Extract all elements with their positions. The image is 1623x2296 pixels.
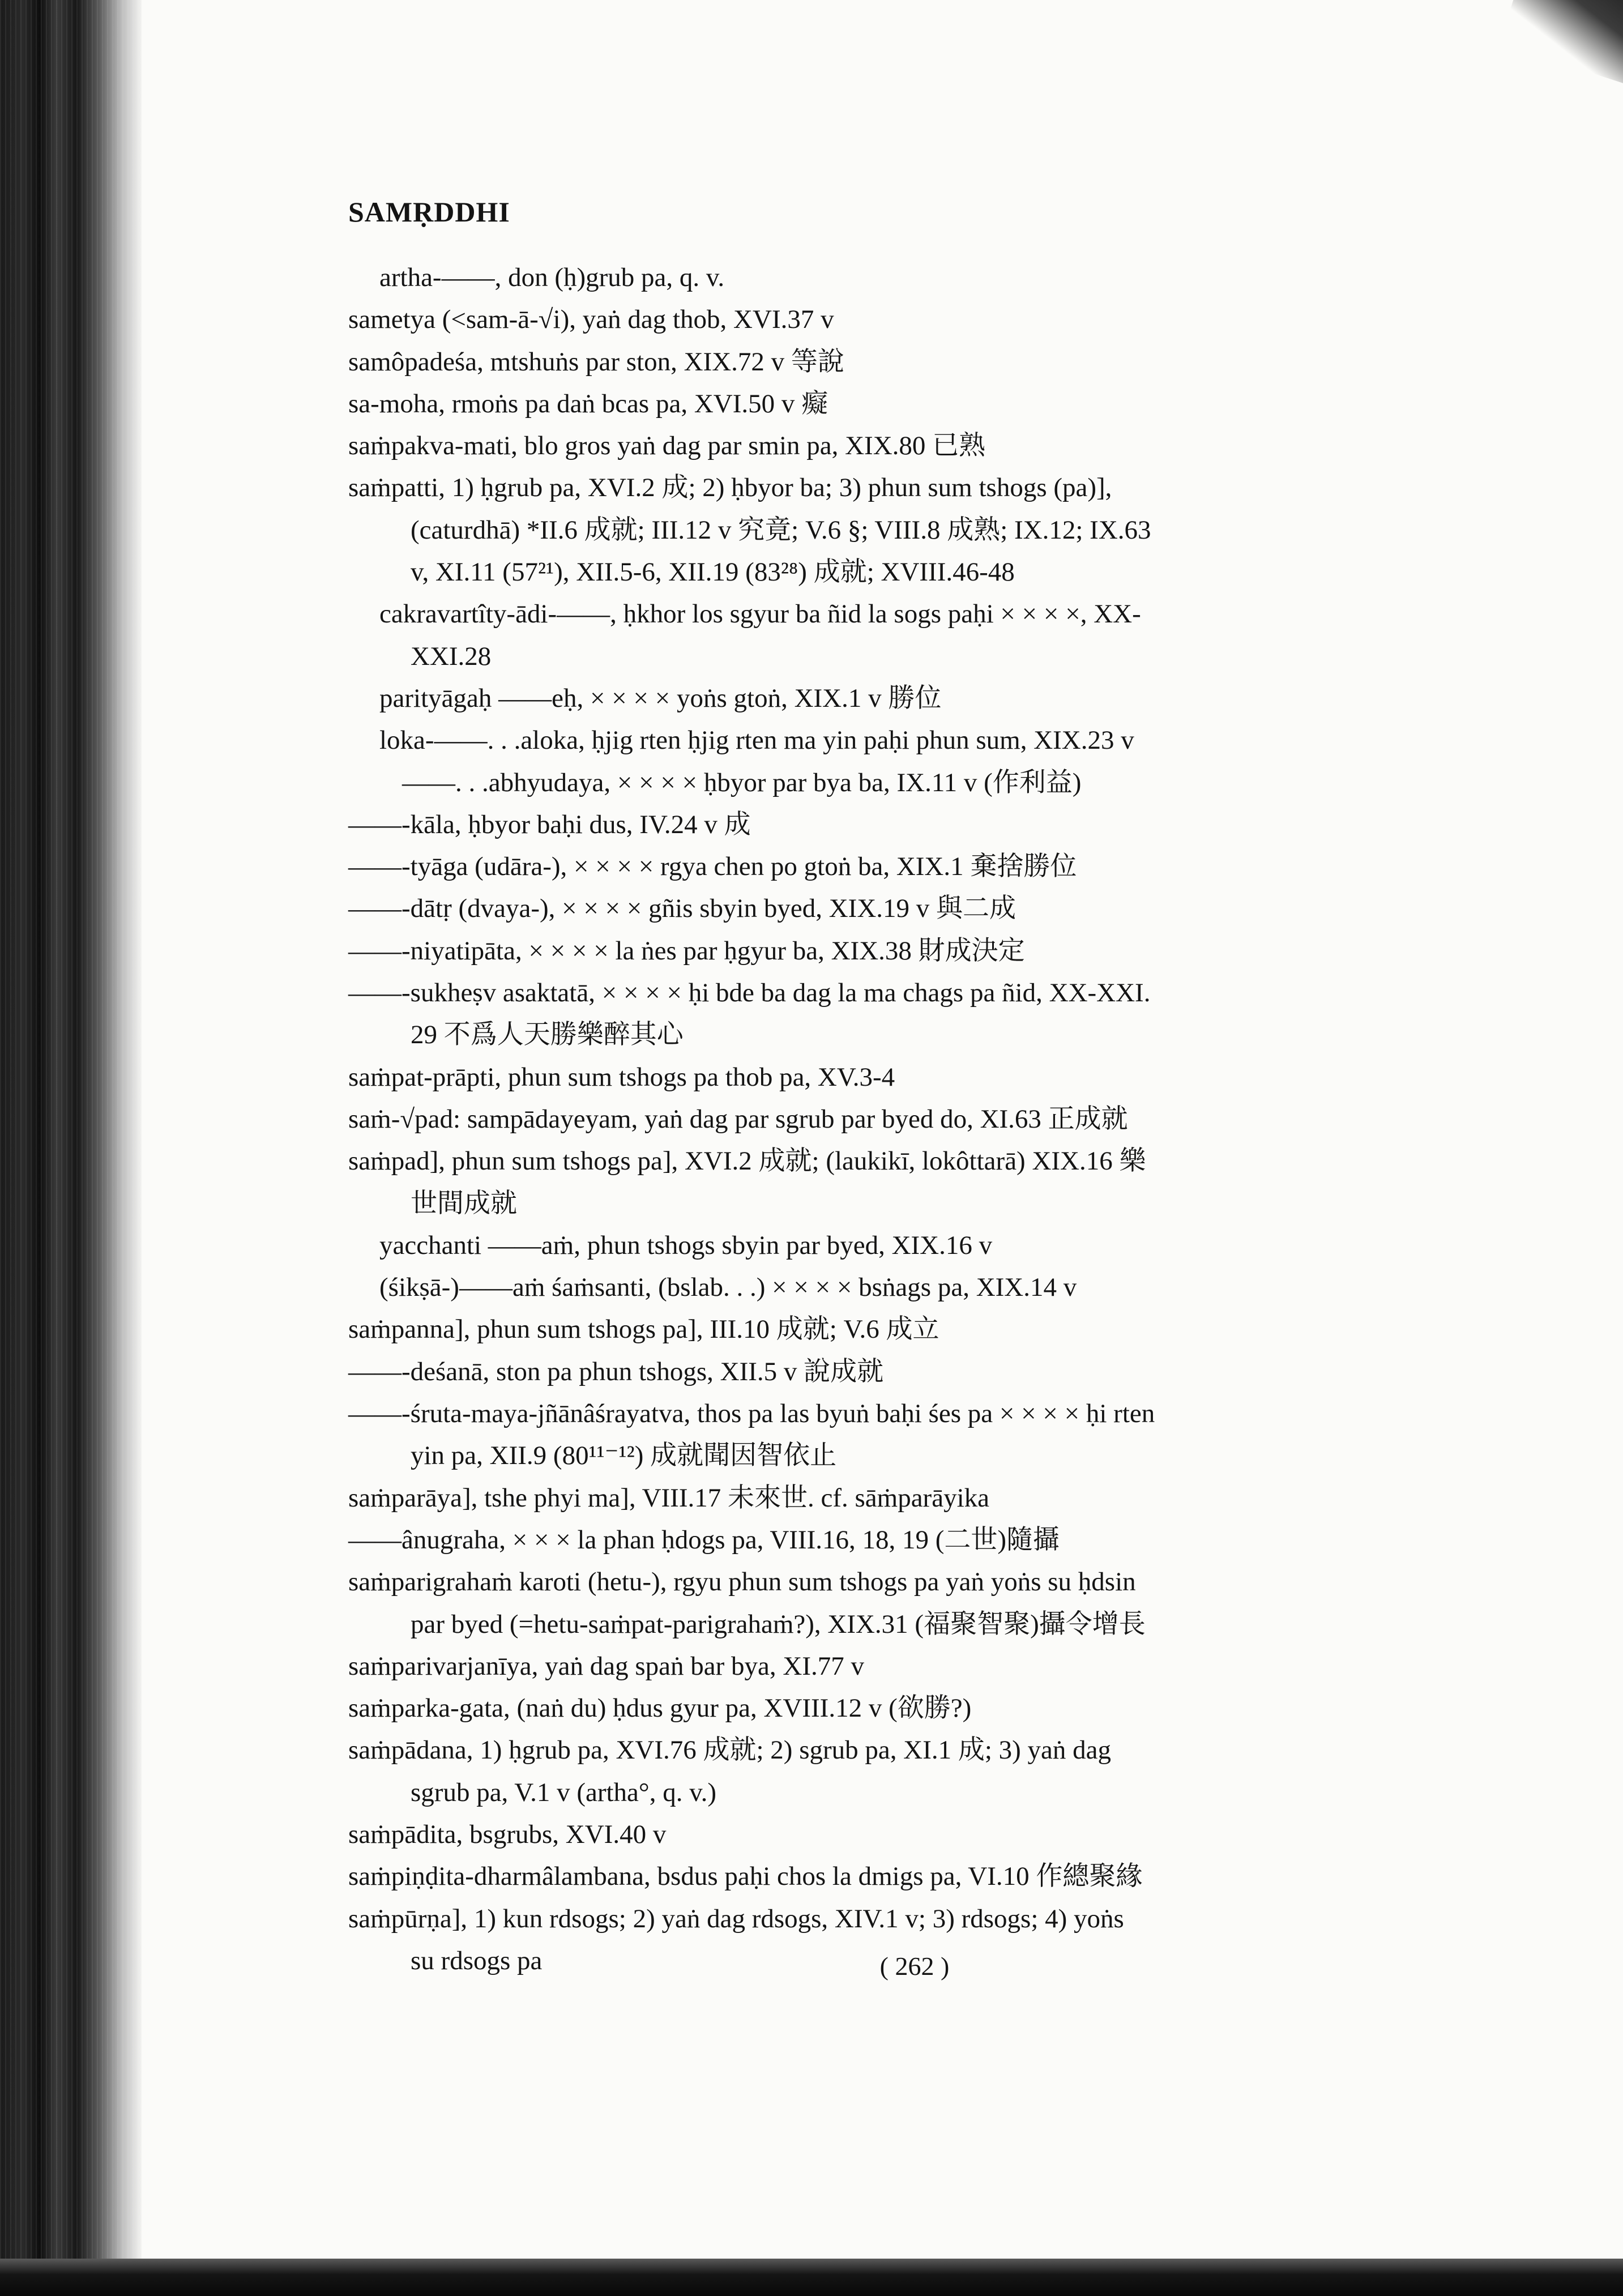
dictionary-entry: saṁpūrṇa], 1) kun rdsogs; 2) yaṅ dag rdsogs, XIV.1 v; 3) rdsogs; 4) yoṅs xyxy=(348,1904,1124,1934)
dictionary-entry: ——-śruta-maya-jñānâśrayatva, thos pa las byuṅ baḥi śes pa × × × × ḥi rten xyxy=(348,1399,1155,1429)
dictionary-entry: ——-kāla, ḥbyor baḥi dus, IV.24 v 成 xyxy=(348,809,751,839)
dictionary-entry: ——. . .abhyudaya, × × × × ḥbyor par bya ba, IX.11 v (作利益) xyxy=(402,767,1082,797)
dictionary-entry: saṁparāya], tshe phyi ma], VIII.17 未來世. cf. sāṁparāyika xyxy=(348,1483,989,1513)
dictionary-entry: loka-——. . .aloka, ḥjig rten ḥjig rten ma yin paḥi phun sum, XIX.23 v xyxy=(379,725,1134,756)
page-number: ( 262 ) xyxy=(879,1952,950,1981)
dictionary-entry: yacchanti ——aṁ, phun tshogs sbyin par byed, XIX.16 v xyxy=(379,1230,993,1260)
dictionary-entry: artha-——, don (ḥ)grub pa, q. v. xyxy=(379,263,725,292)
dictionary-entry: saṁpādita, bsgrubs, XVI.40 v xyxy=(348,1819,667,1849)
dictionary-entry: saṁpat-prāpti, phun sum tshogs pa thob pa, XV.3-4 xyxy=(348,1062,895,1092)
dictionary-entry: cakravartîty-ādi-——, ḥkhor los sgyur ba ñid la sogs paḥi × × × ×, XX- xyxy=(379,599,1141,629)
dictionary-entry: saṁpanna], phun sum tshogs pa], III.10 成就; V.6 成立 xyxy=(348,1315,939,1345)
entry-continuation-line: sgrub pa, V.1 v (artha°, q. v.) xyxy=(411,1777,717,1807)
entry-continuation-line: XXI.28 xyxy=(411,641,492,671)
dictionary-entry: ——-tyāga (udāra-), × × × × rgya chen po gtoṅ ba, XIX.1 棄捨勝位 xyxy=(348,852,1077,882)
entry-continuation-line: par byed (=hetu-saṁpat-parigrahaṁ?), XIX.31 (福聚智聚)攝令增長 xyxy=(411,1609,1146,1639)
dictionary-entry: ——ânugraha, × × × la phan ḥdogs pa, VIII.16, 18, 19 (二世)隨攝 xyxy=(348,1525,1060,1555)
dictionary-entry: saṁparigrahaṁ karoti (hetu-), rgyu phun sum tshogs pa yaṅ yoṅs su ḥdsin xyxy=(348,1567,1136,1597)
entry-continuation-line: (caturdhā) *II.6 成就; III.12 v 究竟; V.6 §; VIII.8 成熟; IX.12; IX.63 xyxy=(411,515,1151,545)
entry-continuation-line: v, XI.11 (57²¹), XII.5-6, XII.19 (83²⁸) 成就; XVIII.46-48 xyxy=(411,557,1015,587)
dictionary-entry: ——-sukheṣv asaktatā, × × × × ḥi bde ba dag la ma chags pa ñid, XX-XXI. xyxy=(348,978,1151,1008)
dictionary-entry: saṁpādana, 1) ḥgrub pa, XVI.76 成就; 2) sgrub pa, XI.1 成; 3) yaṅ dag xyxy=(348,1735,1112,1765)
dictionary-entry: saṁ-√pad: sampādayeyam, yaṅ dag par sgrub par byed do, XI.63 正成就 xyxy=(348,1104,1128,1134)
dictionary-entry: saṁparka-gata, (naṅ du) ḥdus gyur pa, XVIII.12 v (欲勝?) xyxy=(348,1693,972,1723)
entry-continuation-line: 世間成就 xyxy=(411,1188,517,1218)
page-corner-shadow xyxy=(1500,0,1623,88)
dictionary-entry: saṁpiṇḍita-dharmâlambana, bsdus paḥi chos la dmigs pa, VI.10 作總聚緣 xyxy=(348,1862,1143,1892)
dictionary-entry: sametya (<sam-ā-√i), yaṅ dag thob, XVI.37 v xyxy=(348,305,834,335)
dictionary-entry: saṁpatti, 1) ḥgrub pa, XVI.2 成; 2) ḥbyor ba; 3) phun sum tshogs (pa)], xyxy=(348,473,1112,503)
dictionary-entry: ——-niyatipāta, × × × × la ṅes par ḥgyur ba, XIX.38 財成決定 xyxy=(348,936,1025,966)
page-edges xyxy=(0,0,142,2296)
dictionary-entry: (śikṣā-)——aṁ śaṁsanti, (bslab. . .) × × × × bsṅags pa, XIX.14 v xyxy=(379,1273,1077,1303)
dictionary-entry: saṁparivarjanīya, yaṅ dag spaṅ bar bya, XI.77 v xyxy=(348,1651,864,1681)
entry-list xyxy=(348,257,1481,1982)
dictionary-entry: sa-moha, rmoṅs pa daṅ bcas pa, XVI.50 v 癡 xyxy=(348,389,828,419)
dictionary-entry: saṁpakva-mati, blo gros yaṅ dag par smin pa, XIX.80 已熟 xyxy=(348,431,986,461)
dictionary-entry: parityāgaḥ ——eḥ, × × × × yoṅs gtoṅ, XIX.1 v 勝位 xyxy=(379,683,942,713)
dictionary-entry: saṁpad], phun sum tshogs pa], XVI.2 成就; (laukikī, lokôttarā) XIX.16 樂 xyxy=(348,1146,1146,1176)
running-head: SAMṚDDHI xyxy=(348,196,510,228)
dictionary-page xyxy=(348,195,1481,2212)
dictionary-entry: samôpadeśa, mtshuṅs par ston, XIX.72 v 等說 xyxy=(348,347,844,377)
entry-continuation-line: 29 不爲人天勝樂醉其心 xyxy=(411,1020,684,1050)
bottom-edge-shadow xyxy=(0,2259,1623,2296)
entry-continuation-line: su rdsogs pa xyxy=(411,1945,543,1975)
entry-continuation-line: yin pa, XII.9 (80¹¹⁻¹²) 成就聞因智依止 xyxy=(411,1441,837,1471)
dictionary-entry: ——-dātṛ (dvaya-), × × × × gñis sbyin byed, XIX.19 v 與二成 xyxy=(348,894,1016,924)
dictionary-entry: ——-deśanā, ston pa phun tshogs, XII.5 v 說成就 xyxy=(348,1356,884,1386)
